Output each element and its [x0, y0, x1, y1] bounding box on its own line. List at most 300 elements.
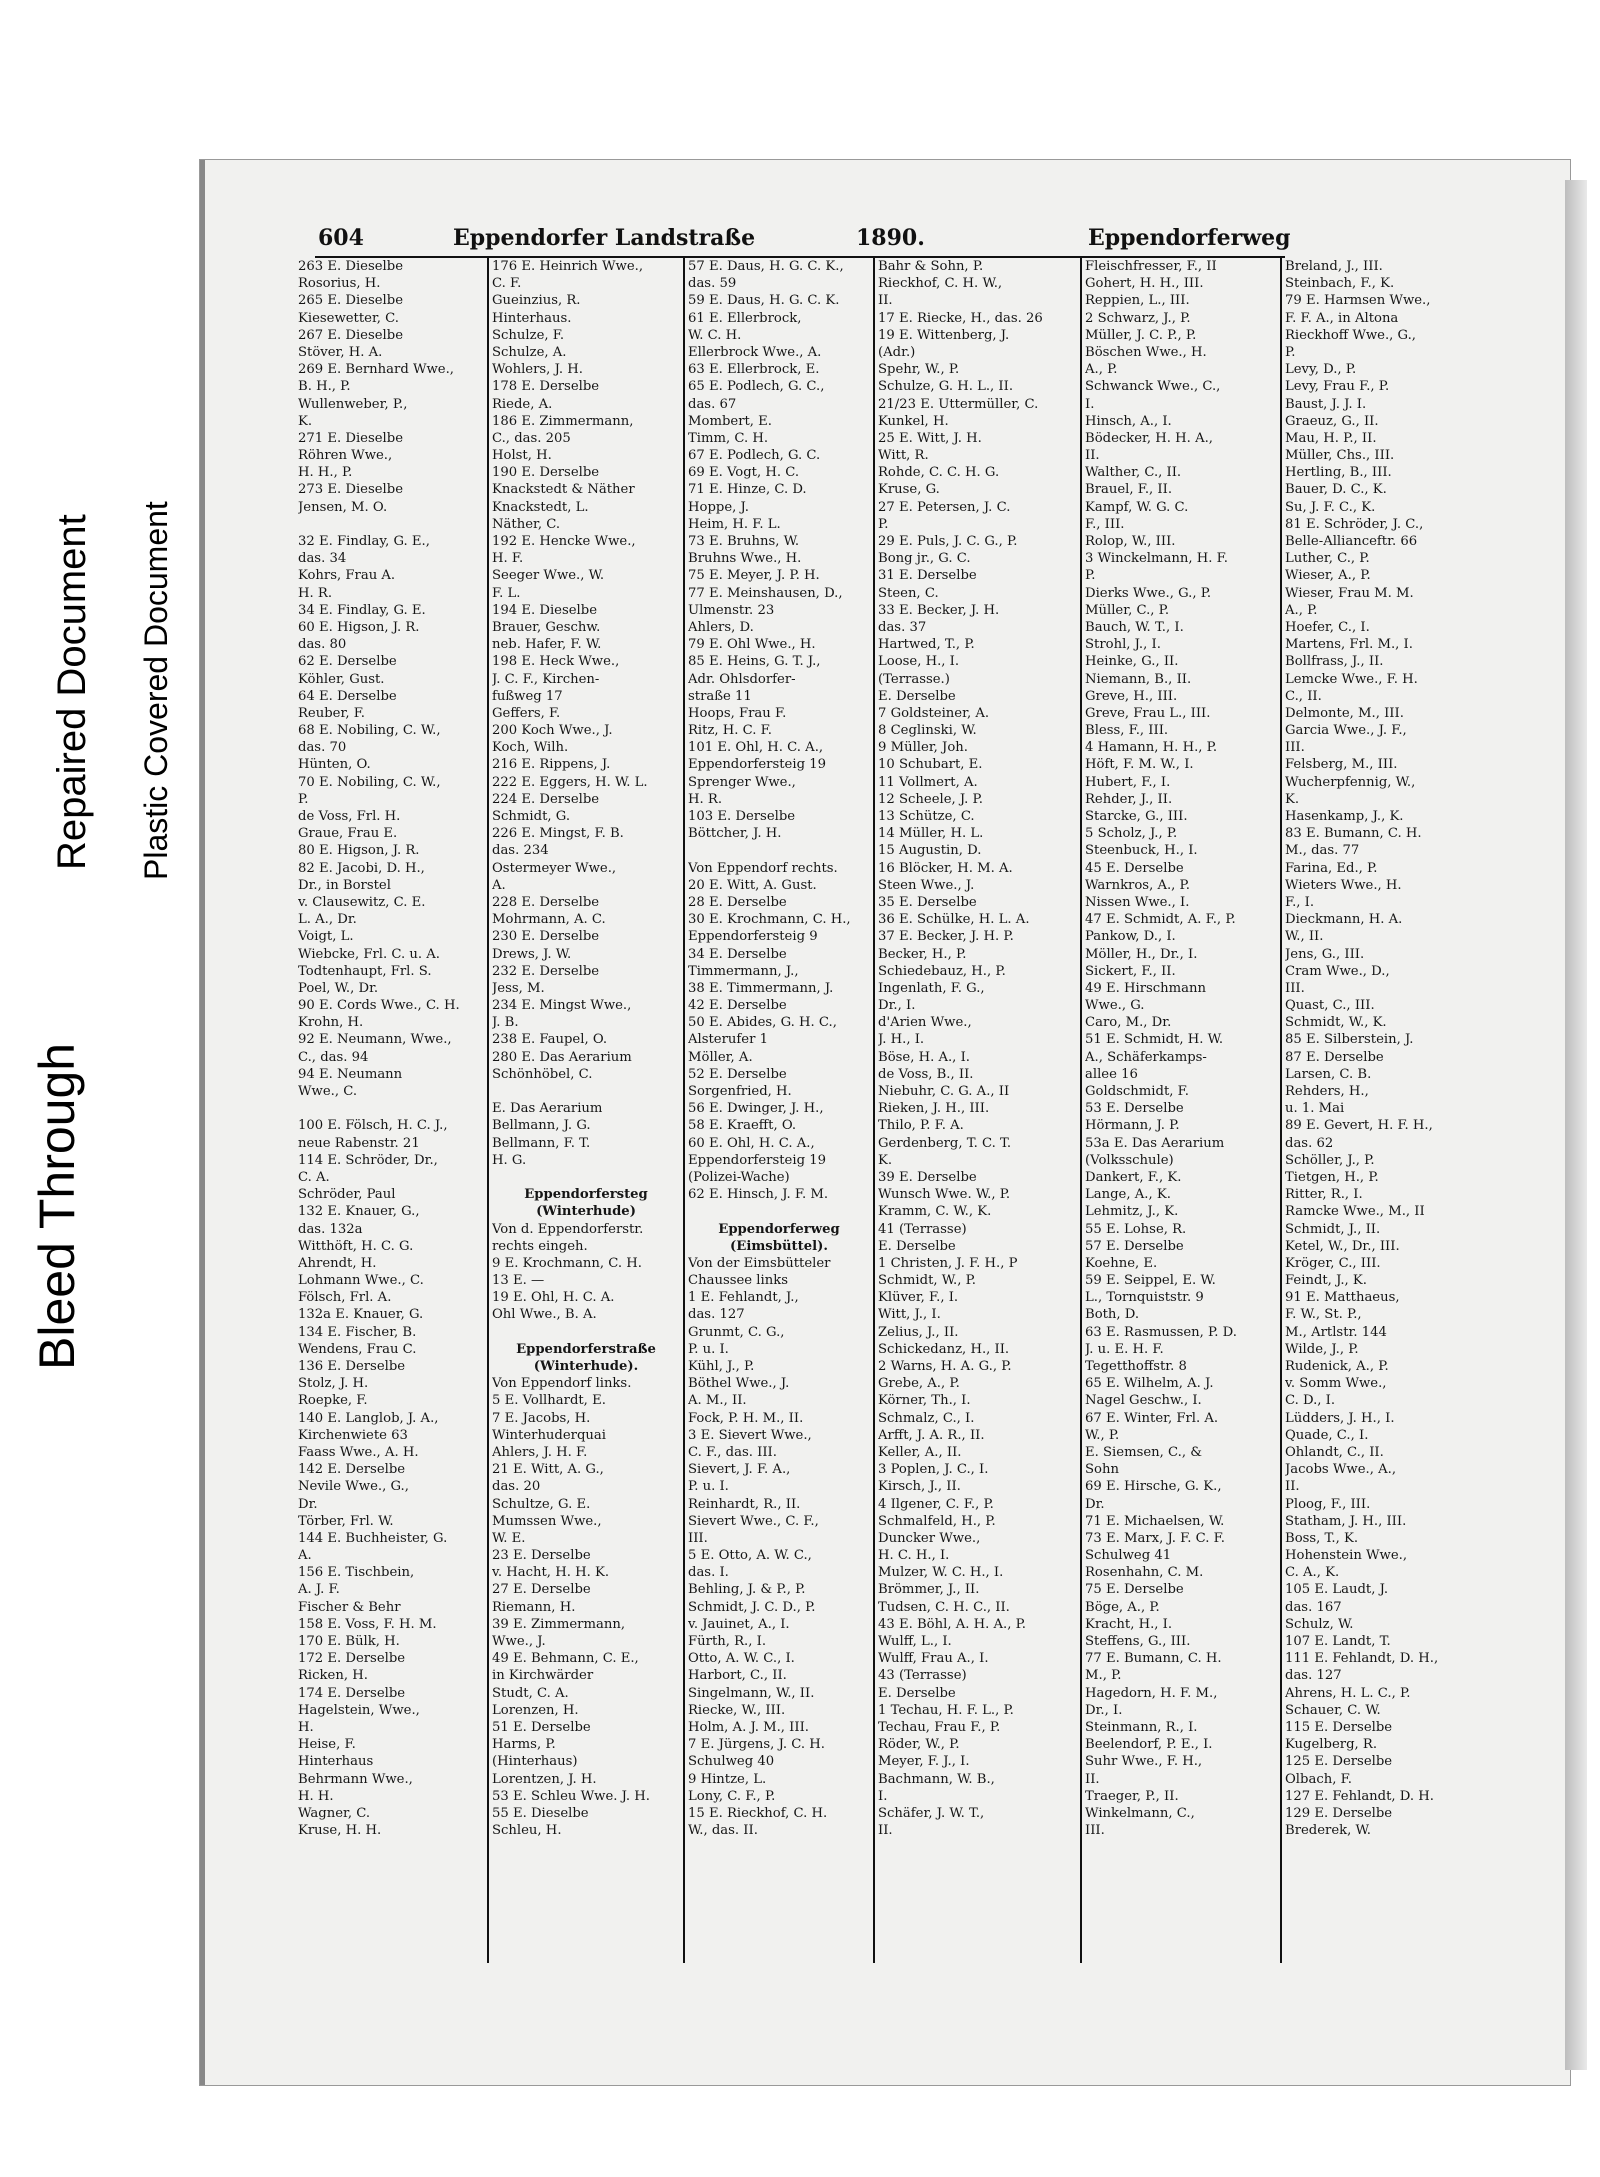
directory-entry-line: 125 E. Derselbe	[1285, 1754, 1393, 1770]
directory-entry-line: 134 E. Fischer, B.	[298, 1324, 417, 1340]
directory-entry-line: Von Eppendorf rechts.	[688, 860, 838, 876]
directory-entry-line: Lony, C. F., P.	[688, 1788, 776, 1804]
directory-entry-line: v. Hacht, H. H. K.	[492, 1565, 610, 1581]
directory-entry-line: Fischer & Behr	[298, 1599, 401, 1615]
directory-entry-line: Reuber, F.	[298, 705, 365, 721]
directory-entry-line: 1 Christen, J. F. H., P	[878, 1255, 1018, 1271]
directory-entry-line: Ritz, H. C. F.	[688, 723, 772, 739]
directory-entry-line: 28 E. Derselbe	[688, 894, 787, 910]
directory-entry-line: Ohl Wwe., B. A.	[492, 1307, 597, 1323]
directory-entry-line: Ahlers, J. H. F.	[492, 1444, 588, 1460]
directory-entry-line: Schulze, F.	[492, 327, 565, 343]
directory-entry-line: 200 Koch Wwe., J.	[492, 723, 613, 739]
directory-entry-line	[688, 842, 870, 859]
directory-entry-line: H. H., P.	[298, 465, 353, 481]
directory-entry-line: 43 E. Böhl, A. H. A., P.	[878, 1616, 1026, 1632]
directory-entry-line: das. 34	[298, 551, 347, 567]
directory-entry-line: Su, J. F. C., K.	[1285, 499, 1376, 515]
directory-entry-line: 82 E. Jacobi, D. H.,	[298, 860, 425, 876]
directory-entry-line: W. E.	[492, 1530, 526, 1546]
directory-entry-line: 19 E. Wittenberg, J.	[878, 327, 1010, 343]
directory-entry-line: Dr., in Borstel	[298, 877, 391, 893]
directory-entry-line: Kiesewetter, C.	[298, 310, 399, 326]
directory-entry-line: 59 E. Seippel, E. W.	[1085, 1273, 1216, 1289]
directory-entry-line: 56 E. Dwinger, J. H.,	[688, 1101, 824, 1117]
directory-entry-line: Knackstedt, L.	[492, 499, 589, 515]
directory-entry-line: 238 E. Faupel, O.	[492, 1032, 608, 1048]
directory-entry-line: 280 E. Das Aerarium	[492, 1049, 632, 1065]
directory-entry-line: Rehders, H.,	[1285, 1084, 1369, 1099]
directory-entry-line: Faass Wwe., A. H.	[298, 1444, 419, 1460]
directory-entry-line: Bless, F., III.	[1085, 723, 1169, 739]
directory-entry-line: H. F.	[492, 551, 524, 567]
directory-entry-line: u. 1. Mai	[1285, 1101, 1345, 1117]
directory-entry-line: Dankert, F., K.	[1085, 1169, 1182, 1185]
directory-entry-line: Statham, J. H., III.	[1285, 1513, 1407, 1529]
directory-entry-line: 5 E. Vollhardt, E.	[492, 1393, 606, 1409]
directory-entry-line: 103 E. Derselbe	[688, 809, 796, 824]
directory-entry-line: das. 20	[492, 1479, 541, 1495]
directory-entry-line: K.	[878, 1152, 893, 1168]
directory-entry-line: Ahrens, H. L. C., P.	[1285, 1685, 1411, 1701]
directory-entry-line: III.	[1285, 980, 1305, 996]
directory-entry-line: Tudsen, C. H. C., II.	[878, 1599, 1010, 1615]
directory-entry-line: Sorgenfried, H.	[688, 1084, 792, 1099]
directory-entry-line: 67 E. Winter, Frl. A.	[1085, 1410, 1219, 1426]
directory-entry-line: das. 127	[688, 1307, 745, 1323]
directory-entry-line: Kühl, J., P.	[688, 1359, 755, 1374]
directory-entry-line: 1 Techau, H. F. L., P.	[878, 1702, 1014, 1718]
directory-entry-line: 27 E. Derselbe	[492, 1582, 591, 1598]
directory-entry-line: Hoppe, J.	[688, 499, 749, 515]
directory-entry-line: Brederek, W.	[1285, 1823, 1371, 1839]
directory-entry-line: Dr.	[1085, 1496, 1105, 1512]
directory-entry-line: Winkelmann, C.,	[1085, 1805, 1195, 1821]
directory-entry-line: Niemann, B., II.	[1085, 671, 1192, 687]
directory-entry-line: Wucherpfennig, W.,	[1285, 774, 1416, 790]
directory-entry-line: 89 E. Gevert, H. F. H.,	[1285, 1118, 1433, 1134]
directory-entry-line: das. 167	[1285, 1599, 1342, 1615]
directory-entry-line: 92 E. Neumann, Wwe.,	[298, 1032, 452, 1048]
directory-entry-line: Schmidt, J. C. D., P.	[688, 1599, 816, 1615]
directory-entry-line: Beelendorf, P. E., I.	[1085, 1737, 1213, 1753]
directory-entry-line: Dr.	[298, 1496, 318, 1512]
directory-entry-line: 83 E. Bumann, C. H.	[1285, 826, 1422, 842]
directory-entry-line: Schmalfeld, H., P.	[878, 1513, 996, 1529]
directory-entry-line: (Terrasse.)	[878, 671, 950, 687]
directory-entry-line: W., P.	[1085, 1427, 1120, 1443]
directory-entry-line: Rieckhoff Wwe., G.,	[1285, 327, 1416, 343]
directory-entry-line: das. 67	[688, 396, 737, 412]
directory-entry-line: 192 E. Hencke Wwe.,	[492, 534, 636, 549]
directory-entry-line: Duncker Wwe.,	[878, 1530, 981, 1546]
directory-entry-line: Stolz, J. H.	[298, 1376, 369, 1392]
directory-entry-line: Greve, Frau L., III.	[1085, 705, 1211, 721]
directory-entry-line: Schiedebauz, H., P.	[878, 963, 1006, 979]
directory-entry-line: Ulmenstr. 23	[688, 602, 775, 618]
directory-entry-line: fußweg 17	[492, 688, 563, 704]
directory-entry-line	[688, 1203, 870, 1220]
directory-entry-line: Harms, P.	[492, 1737, 556, 1753]
directory-entry-line: Hünten, O.	[298, 757, 371, 773]
directory-entry-line: 13 E. —	[492, 1273, 545, 1289]
directory-entry-line: 90 E. Cords Wwe., C. H.	[298, 998, 460, 1014]
directory-entry-line: Hartwed, T., P.	[878, 637, 975, 653]
directory-entry-line: Timmermann, J.,	[688, 963, 799, 979]
directory-entry-line: Arfft, J. A. R., II.	[878, 1427, 985, 1443]
directory-entry-line: Lorentzen, J. H.	[492, 1771, 597, 1787]
directory-entry-line: 42 E. Derselbe	[688, 998, 787, 1014]
side-label-plastic-covered: Plastic Covered Document	[138, 501, 174, 880]
directory-entry-line: Behrmann Wwe.,	[298, 1771, 413, 1787]
directory-entry-line: Breland, J., III.	[1285, 259, 1383, 274]
directory-entry-line: Rudenick, A., P.	[1285, 1359, 1389, 1374]
directory-entry-line: (Polizei-Wache)	[688, 1169, 790, 1185]
directory-entry-line: 27 E. Petersen, J. C.	[878, 499, 1011, 515]
directory-entry-line: Röhren Wwe.,	[298, 448, 393, 464]
directory-entry-line: Grebe, A., P.	[878, 1376, 960, 1392]
directory-entry-line: 2 Schwarz, J., P.	[1085, 310, 1191, 326]
directory-entry-line: Steen, C.	[878, 585, 939, 601]
directory-entry-line: 45 E. Derselbe	[1085, 860, 1184, 876]
directory-entry-line: Rolop, W., III.	[1085, 534, 1176, 549]
directory-entry-line: 3 Winckelmann, H. F.	[1085, 551, 1228, 567]
directory-entry-line: Bauer, D. C., K.	[1285, 482, 1387, 498]
directory-entry-line: Hertling, B., III.	[1285, 465, 1392, 481]
directory-entry-line: 31 E. Derselbe	[878, 568, 977, 584]
directory-entry-line: H. C. H., I.	[878, 1548, 950, 1564]
directory-entry-line: 216 E. Rippens, J.	[492, 757, 611, 773]
directory-entry-line: 21/23 E. Uttermüller, C.	[878, 396, 1039, 412]
directory-entry-line: 273 E. Dieselbe	[298, 482, 404, 498]
directory-entry-line: 156 E. Tischbein,	[298, 1565, 415, 1581]
directory-entry-line: 20 E. Witt, A. Gust.	[688, 877, 817, 893]
directory-entry-line: 77 E. Bumann, C. H.	[1085, 1651, 1222, 1667]
directory-entry-line: Sickert, F., II.	[1085, 963, 1176, 979]
directory-entry-line: 140 E. Langlob, J. A.,	[298, 1410, 439, 1426]
directory-entry-line: Steinmann, R., I.	[1085, 1719, 1198, 1735]
directory-entry-line: 71 E. Michaelsen, W.	[1085, 1513, 1225, 1529]
directory-entry-line: 269 E. Bernhard Wwe.,	[298, 362, 454, 378]
directory-entry-line: Schulweg 41	[1085, 1548, 1172, 1564]
directory-entry-line: in Kirchwärder	[492, 1668, 594, 1684]
directory-entry-line: Wieters Wwe., H.	[1285, 877, 1402, 893]
directory-entry-line: Adr. Ohlsdorfer-	[688, 671, 796, 687]
directory-entry-line: Olbach, F.	[1285, 1771, 1352, 1787]
directory-year: 1890.	[856, 225, 925, 251]
directory-entry-line: C. F.	[492, 276, 522, 292]
directory-entry-line: Voigt, L.	[298, 929, 354, 945]
directory-entry-line: 12 Scheele, J. P.	[878, 791, 983, 807]
directory-entry-line: Schmidt, J., II.	[1285, 1221, 1381, 1237]
directory-entry-line: K.	[1285, 791, 1300, 807]
directory-entry-line: F., III.	[1085, 516, 1125, 532]
directory-entry-line: Jens, G., III.	[1285, 946, 1365, 962]
directory-entry-line: Jacobs Wwe., A.,	[1285, 1462, 1397, 1478]
directory-entry-line: Both, D.	[1085, 1307, 1140, 1323]
directory-entry-line: Kracht, H., I.	[1085, 1616, 1173, 1632]
directory-entry-line: Müller, C., P.	[1085, 602, 1170, 618]
directory-entry-line: Knackstedt & Näther	[492, 482, 635, 498]
directory-entry-line: Belle-Allianceftr. 66	[1285, 534, 1418, 549]
directory-entry-line: 65 E. Wilhelm, A. J.	[1085, 1376, 1214, 1392]
directory-entry-line: 19 E. Ohl, H. C. A.	[492, 1290, 615, 1306]
directory-entry-line: 3 Poplen, J. C., I.	[878, 1462, 989, 1478]
directory-entry-line: 81 E. Schröder, J. C.,	[1285, 516, 1424, 532]
directory-entry-line: 144 E. Buchheister, G.	[298, 1530, 448, 1546]
directory-entry-line: W. C. H.	[688, 327, 742, 343]
directory-entry-line: Lohmann Wwe., C.	[298, 1273, 424, 1289]
directory-entry-line: Körner, Th., I.	[878, 1393, 971, 1409]
directory-entry-line: 34 E. Derselbe	[688, 946, 787, 962]
directory-entry-line: Delmonte, M., III.	[1285, 705, 1404, 721]
directory-entry-line: 60 E. Ohl, H. C. A.,	[688, 1135, 815, 1151]
directory-entry-line: P.	[878, 516, 889, 532]
directory-entry-line: II.	[1285, 1479, 1300, 1495]
directory-entry-line: Sievert Wwe., C. F.,	[688, 1513, 819, 1529]
directory-column-6	[1285, 258, 1485, 1839]
directory-entry-line: Todtenhaupt, Frl. S.	[298, 963, 432, 979]
directory-entry-line: 62 E. Derselbe	[298, 654, 397, 670]
directory-entry-line: Schauer, C. W.	[1285, 1702, 1381, 1718]
directory-entry-line: Koehne, E.	[1085, 1255, 1158, 1271]
directory-entry-line: Mombert, E.	[688, 413, 772, 429]
directory-entry-line: Rosenhahn, C. M.	[1085, 1565, 1204, 1581]
directory-entry-line: Greve, H., III.	[1085, 688, 1178, 704]
directory-entry-line: 55 E. Dieselbe	[492, 1805, 589, 1821]
directory-entry-line: 190 E. Derselbe	[492, 465, 600, 481]
directory-entry-line: Drews, J. W.	[492, 946, 572, 962]
directory-entry-line: Ostermeyer Wwe.,	[492, 860, 617, 876]
directory-entry-line: Von d. Eppendorferstr.	[492, 1221, 644, 1237]
directory-entry-line: P.	[298, 791, 309, 807]
directory-entry-line: Sprenger Wwe.,	[688, 774, 796, 790]
directory-entry-line: III.	[1085, 1823, 1105, 1839]
directory-entry-line	[492, 1324, 680, 1341]
directory-entry-line: Krohn, H.	[298, 1015, 364, 1031]
directory-entry-line: Grunmt, C. G.,	[688, 1324, 785, 1340]
directory-entry-line: 172 E. Derselbe	[298, 1651, 406, 1667]
directory-entry-line: Alsterufer 1	[688, 1032, 768, 1048]
directory-entry-line: 55 E. Lohse, R.	[1085, 1221, 1187, 1237]
directory-entry-line: 51 E. Schmidt, H. W.	[1085, 1032, 1224, 1048]
directory-entry-line: 222 E. Eggers, H. W. L.	[492, 774, 648, 790]
directory-entry-line: 267 E. Dieselbe	[298, 327, 404, 343]
directory-entry-line: Larsen, C. B.	[1285, 1066, 1372, 1082]
directory-entry-line: Zelius, J., II.	[878, 1324, 959, 1340]
directory-entry-line: 230 E. Derselbe	[492, 929, 600, 945]
directory-entry-line: P. u. I.	[688, 1479, 729, 1495]
directory-entry-line	[298, 516, 484, 533]
directory-entry-line: Eppendorfersteg	[524, 1187, 648, 1203]
directory-entry-line: Starcke, G., III.	[1085, 809, 1188, 824]
directory-entry-line: C. F., das. III.	[688, 1444, 777, 1460]
directory-entry-line: I.	[878, 1788, 888, 1804]
directory-entry-line: Schmidt, W., P.	[878, 1273, 976, 1289]
directory-entry-line: 5 E. Otto, A. W. C.,	[688, 1548, 812, 1564]
directory-entry-line: 4 Hamann, H. H., P.	[1085, 740, 1218, 756]
directory-entry-line: Dierks Wwe., G., P.	[1085, 585, 1212, 601]
directory-entry-line: 32 E. Findlay, G. E.,	[298, 534, 430, 549]
directory-entry-line: Holst, H.	[492, 448, 552, 464]
directory-entry-line: Röder, W., P.	[878, 1737, 960, 1753]
page-number: 604	[318, 225, 364, 251]
directory-entry-line: 3 E. Sievert Wwe.,	[688, 1427, 812, 1443]
directory-entry-line: Kirsch, J., II.	[878, 1479, 961, 1495]
directory-entry-line: H. G.	[492, 1152, 527, 1168]
directory-entry-line: Heise, F.	[298, 1737, 356, 1753]
directory-entry-line: M., P.	[1085, 1668, 1122, 1684]
directory-entry-line: II.	[878, 1823, 893, 1839]
directory-entry-line: Tietgen, H., P.	[1285, 1169, 1379, 1185]
directory-entry-line: C. D., I.	[1285, 1393, 1336, 1409]
directory-entry-line: Lange, A., K.	[1085, 1187, 1171, 1203]
directory-entry-line: Caro, M., Dr.	[1085, 1015, 1172, 1031]
directory-entry-line: 176 E. Heinrich Wwe.,	[492, 259, 644, 274]
directory-entry-line: Böse, H. A., I.	[878, 1049, 970, 1065]
directory-entry-line: 25 E. Witt, J. H.	[878, 430, 982, 446]
directory-entry-line: 35 E. Derselbe	[878, 894, 977, 910]
directory-entry-line: (Winterhude)	[536, 1204, 636, 1220]
directory-entry-line: K.	[298, 413, 313, 429]
directory-entry-line: Quast, C., III.	[1285, 998, 1375, 1014]
directory-entry-line: Bauch, W. T., I.	[1085, 619, 1184, 635]
directory-entry-line: 132 E. Knauer, G.,	[298, 1204, 420, 1220]
directory-entry-line: Luther, C., P.	[1285, 551, 1370, 567]
directory-entry-line: Otto, A. W. C., I.	[688, 1651, 795, 1667]
directory-entry-line: C., das. 205	[492, 430, 571, 446]
directory-entry-line: Pankow, D., I.	[1085, 929, 1176, 945]
directory-entry-line: 224 E. Derselbe	[492, 791, 600, 807]
directory-entry-line: III.	[1285, 740, 1305, 756]
directory-entry-line: Lüdders, J. H., I.	[1285, 1410, 1395, 1426]
column-divider	[1080, 258, 1082, 1963]
directory-entry-line: Brauer, Geschw.	[492, 619, 601, 635]
directory-entry-line: Ingenlath, F. G.,	[878, 980, 985, 996]
directory-entry-line: Eppendorferweg	[718, 1221, 840, 1237]
directory-entry-line: Schmidt, G.	[492, 809, 571, 824]
directory-entry-line: 178 E. Derselbe	[492, 379, 600, 395]
directory-entry-line: 94 E. Neumann	[298, 1066, 403, 1082]
directory-entry-line: I.	[1085, 396, 1095, 412]
directory-entry-line: Rehder, J., II.	[1085, 791, 1173, 807]
directory-entry-line: 194 E. Dieselbe	[492, 602, 598, 618]
directory-entry-line: Quade, C., I.	[1285, 1427, 1369, 1443]
directory-entry-line: Hoefer, C., I.	[1285, 619, 1370, 635]
directory-entry-line: Hagedorn, H. F. M.,	[1085, 1685, 1218, 1701]
directory-entry-line: 59 E. Daus, H. G. C. K.	[688, 293, 840, 309]
directory-entry-line: 53 E. Schleu Wwe. J. H.	[492, 1788, 650, 1804]
directory-column-3	[688, 258, 870, 1839]
directory-entry-line: 232 E. Derselbe	[492, 963, 600, 979]
directory-entry-line: Behling, J. & P., P.	[688, 1582, 806, 1598]
directory-entry-line: 50 E. Abides, G. H. C.,	[688, 1015, 837, 1031]
street-title-left: Eppendorfer Landstraße	[453, 225, 756, 251]
directory-entry-line: Cram Wwe., D.,	[1285, 963, 1390, 979]
directory-entry-line: Schäfer, J. W. T.,	[878, 1805, 985, 1821]
directory-entry-line: Singelmann, W., II.	[688, 1685, 815, 1701]
directory-entry-line: Sievert, J. F. A.,	[688, 1462, 791, 1478]
directory-entry-line: Felsberg, M., III.	[1285, 757, 1398, 773]
directory-entry-line: Wendens, Frau C.	[298, 1341, 417, 1357]
directory-entry-line: A. M., II.	[688, 1393, 747, 1409]
directory-entry-line: 85 E. Heins, G. T. J.,	[688, 654, 821, 670]
directory-entry-line: Rohde, C. C. H. G.	[878, 465, 1000, 481]
directory-entry-line: Sohn	[1085, 1462, 1119, 1478]
directory-entry-line: das. I.	[688, 1565, 729, 1581]
directory-entry-line: 49 E. Behmann, C. E.,	[492, 1651, 639, 1667]
directory-entry-line: 101 E. Ohl, H. C. A.,	[688, 740, 824, 756]
directory-entry-line: 170 E. Bülk, H.	[298, 1634, 400, 1649]
directory-entry-line: allee 16	[1085, 1066, 1138, 1082]
directory-entry-line: 63 E. Ellerbrock, E.	[688, 362, 820, 378]
directory-entry-line: Bong jr., G. C.	[878, 551, 971, 567]
directory-column-4	[878, 258, 1077, 1839]
directory-entry-line: Hinterhaus.	[492, 310, 572, 326]
directory-entry-line: Graue, Frau E.	[298, 826, 398, 842]
column-divider	[1280, 258, 1282, 1963]
directory-entry-line: Graeuz, G., II.	[1285, 413, 1379, 429]
directory-entry-line: 79 E. Harmsen Wwe.,	[1285, 293, 1431, 309]
directory-entry-line: Holm, A. J. M., III.	[688, 1719, 809, 1735]
directory-entry-line: 34 E. Findlay, G. E.	[298, 602, 426, 618]
directory-column-1	[298, 258, 484, 1839]
directory-entry-line: 186 E. Zimmermann,	[492, 413, 634, 429]
directory-entry-line: A., P.	[1285, 602, 1318, 618]
directory-entry-line: Möller, H., Dr., I.	[1085, 946, 1198, 962]
directory-entry-line: 52 E. Derselbe	[688, 1066, 787, 1082]
directory-entry-line: 69 E. Vogt, H. C.	[688, 465, 800, 481]
directory-entry-line: 38 E. Timmermann, J.	[688, 980, 834, 996]
directory-entry-line: 36 E. Schülke, H. L. A.	[878, 912, 1030, 928]
directory-entry-line: 4 Ilgener, C. F., P.	[878, 1496, 994, 1512]
directory-entry-line: Schulze, A.	[492, 344, 567, 360]
directory-entry-line: Bachmann, W. B.,	[878, 1771, 995, 1787]
directory-entry-line: F. F. A., in Altona	[1285, 310, 1399, 326]
directory-entry-line: 79 E. Ohl Wwe., H.	[688, 637, 816, 653]
directory-entry-line: Dr., I.	[878, 998, 916, 1014]
directory-entry-line: E. Derselbe	[878, 1685, 956, 1701]
directory-entry-line: Müller, Chs., III.	[1285, 448, 1395, 464]
directory-entry-line: d'Arien Wwe.,	[878, 1015, 972, 1031]
directory-entry-line: 115 E. Derselbe	[1285, 1719, 1393, 1735]
directory-entry-line: de Voss, Frl. H.	[298, 809, 401, 824]
directory-entry-line: Fleischfresser, F., II	[1085, 259, 1217, 274]
directory-entry-line: 158 E. Voss, F. H. M.	[298, 1616, 437, 1632]
directory-entry-line: 129 E. Derselbe	[1285, 1805, 1393, 1821]
directory-entry-line: L. A., Dr.	[298, 912, 357, 928]
directory-entry-line: E. Derselbe	[878, 1238, 956, 1254]
directory-entry-line: 14 Müller, H. L.	[878, 826, 984, 842]
directory-entry-line: 41 (Terrasse)	[878, 1221, 967, 1237]
directory-entry-line: v. Somm Wwe.,	[1285, 1376, 1387, 1392]
directory-entry-line: Ohlandt, C., II.	[1285, 1444, 1384, 1460]
directory-entry-line: das. 59	[688, 276, 737, 292]
directory-entry-line: das. 127	[1285, 1668, 1342, 1684]
directory-entry-line: v. Jauinet, A., I.	[688, 1616, 790, 1632]
directory-entry-line: das. 132a	[298, 1221, 363, 1237]
directory-entry-line: Gueinzius, R.	[492, 293, 581, 309]
directory-entry-line: Kugelberg, R.	[1285, 1737, 1378, 1753]
directory-entry-line: Walther, C., II.	[1085, 465, 1182, 481]
directory-entry-line: Mulzer, W. C. H., I.	[878, 1565, 1004, 1581]
directory-entry-line: 69 E. Hirsche, G. K.,	[1085, 1479, 1222, 1495]
directory-entry-line: II.	[1085, 448, 1100, 464]
directory-entry-line: das. 62	[1285, 1135, 1334, 1151]
directory-entry-line: Riede, A.	[492, 396, 553, 412]
directory-entry-line: Brauel, F., II.	[1085, 482, 1173, 498]
side-label-bleed-through: Bleed Through	[29, 1042, 85, 1370]
